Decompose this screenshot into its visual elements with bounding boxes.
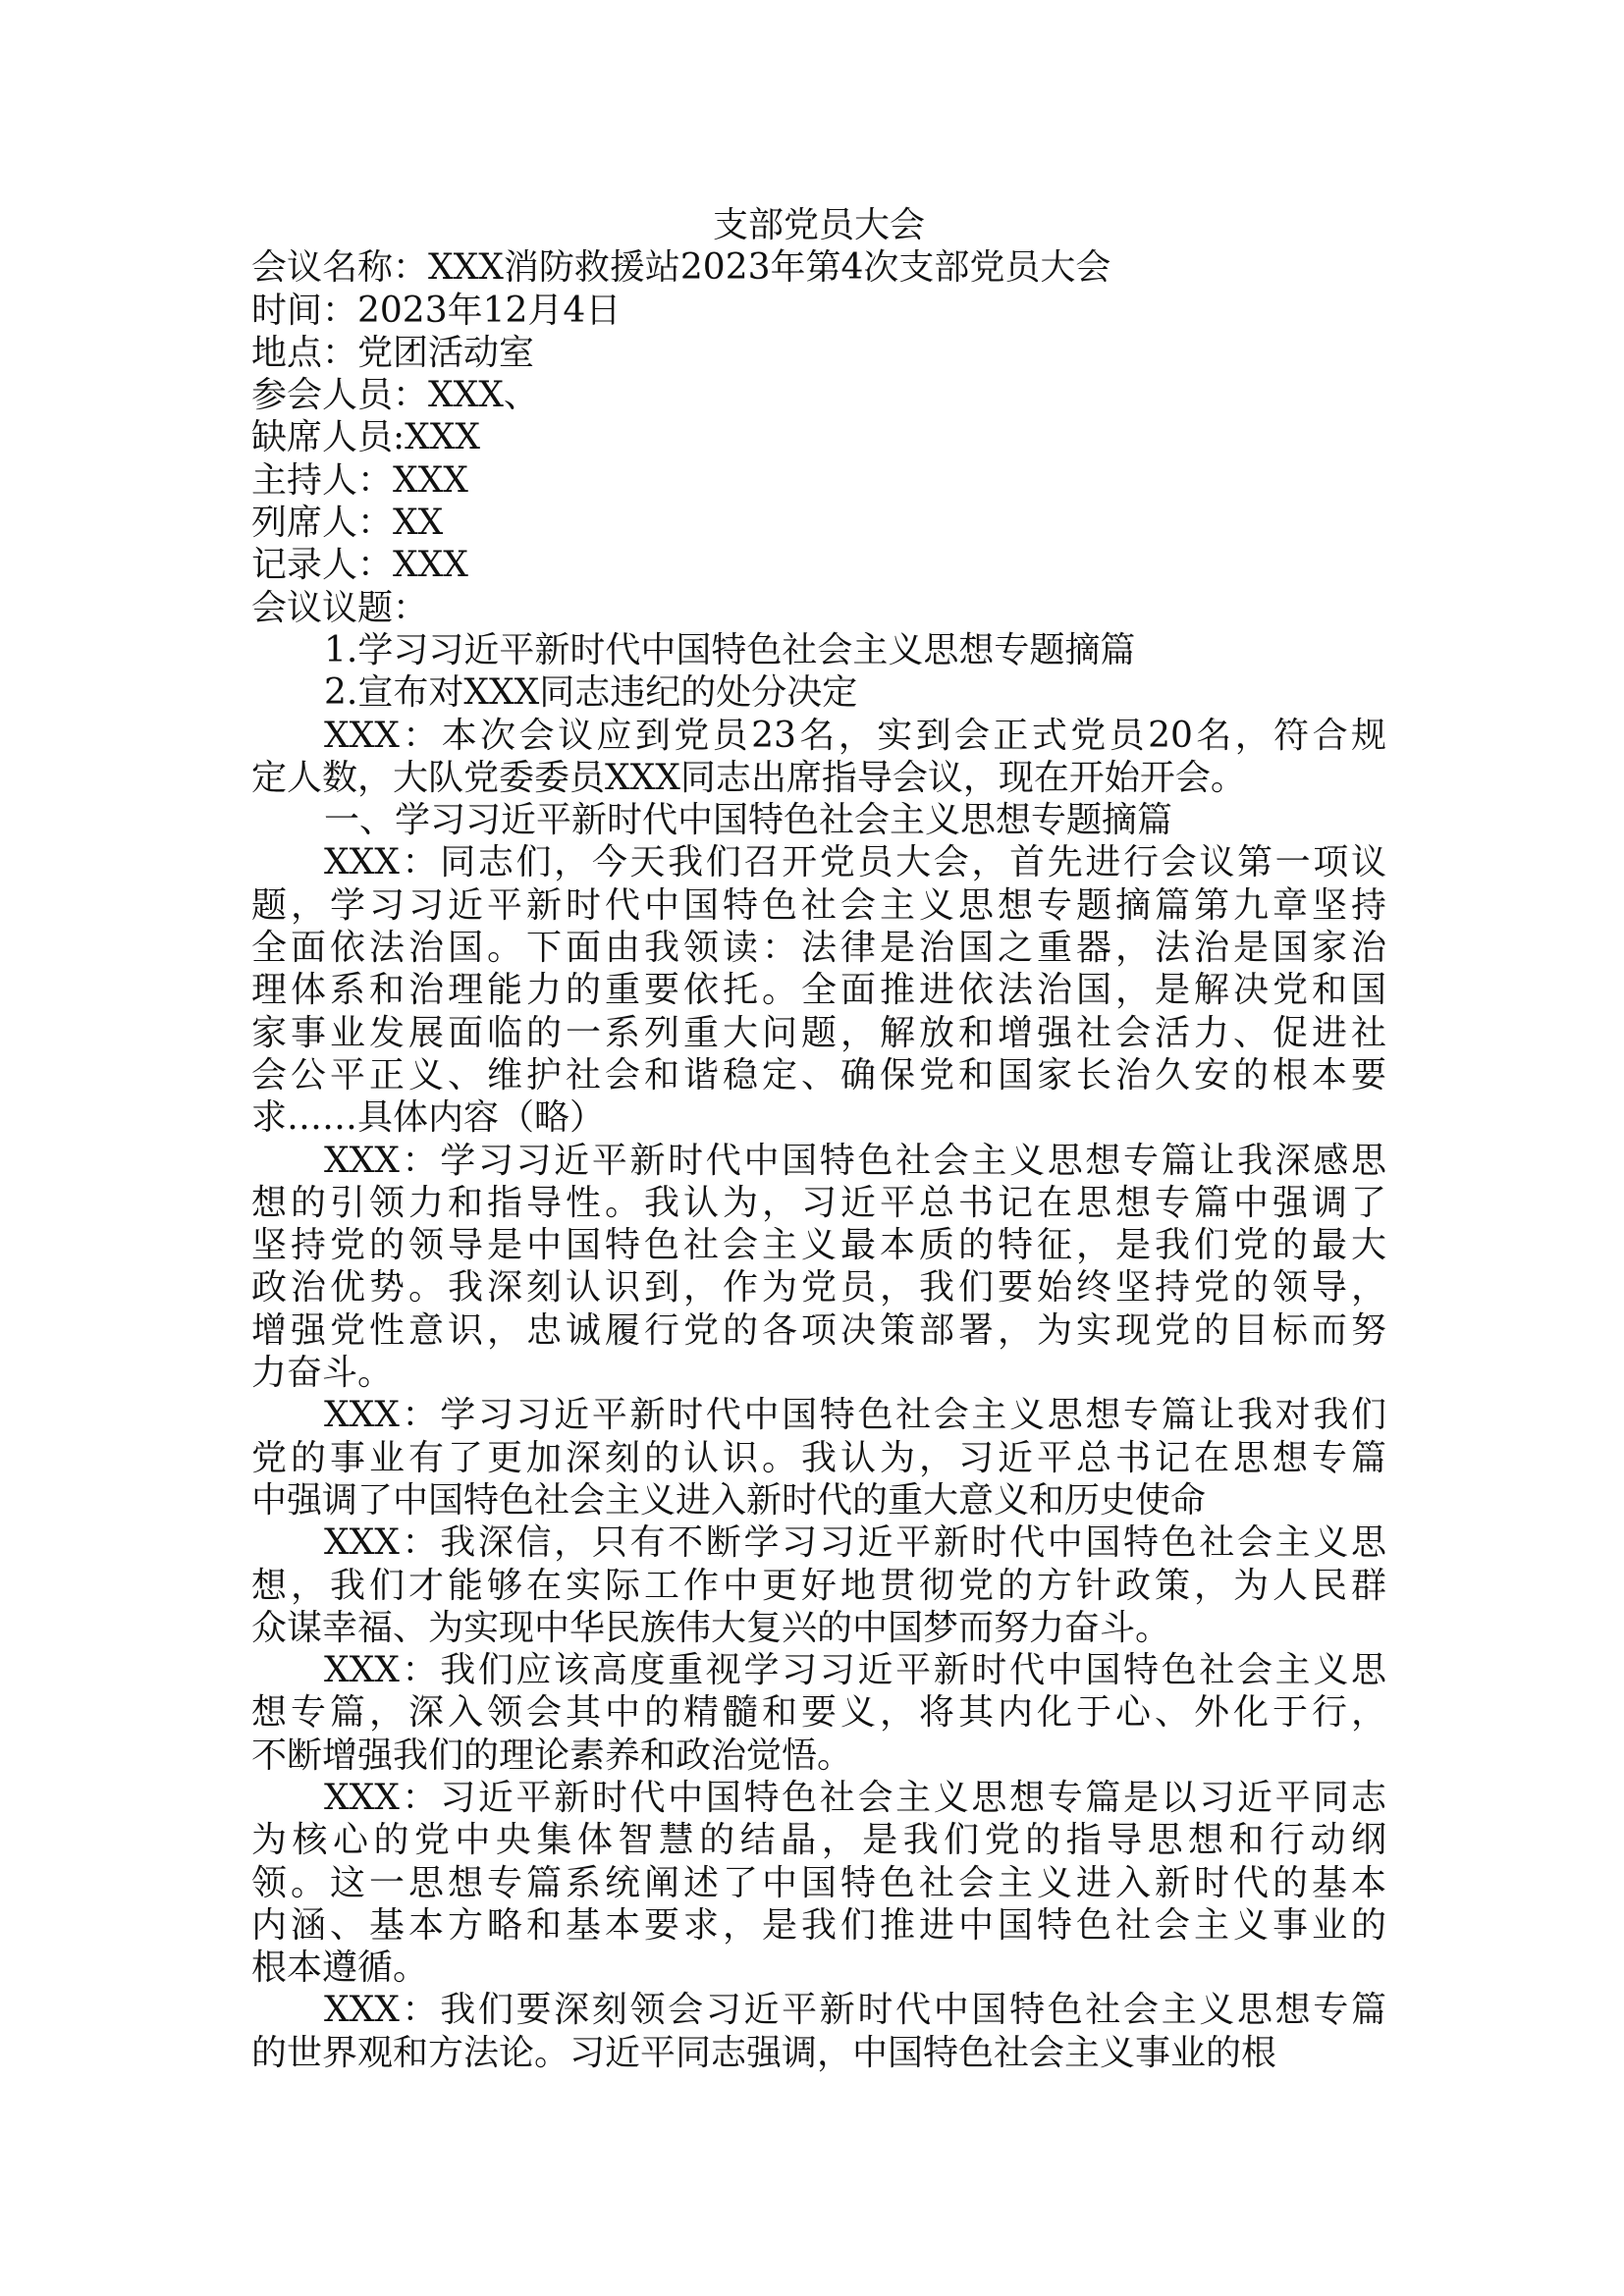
paragraph-line: 定人数，大队党委委员XXX同志出席指导会议，现在开始开会。 <box>251 757 1246 798</box>
paragraph-line: 的世界观和方法论。习近平同志强调，中国特色社会主义事业的根 <box>251 2032 1277 2073</box>
paragraph <box>251 1394 1386 1522</box>
paragraph-line: 家事业发展面临的一系列重大问题，解放和增强社会活力、促进社 <box>251 1012 1386 1053</box>
paragraph-line: 1.学习习近平新时代中国特色社会主义思想专题摘篇 <box>324 629 1136 670</box>
paragraph-line: 2.宣布对XXX同志违纪的处分决定 <box>324 672 858 714</box>
paragraph-line: XXX：我们要深刻领会习近平新时代中国特色社会主义思想专篇 <box>324 1990 1386 2031</box>
paragraph <box>251 841 1386 1139</box>
paragraph-line: 求……具体内容（略） <box>251 1097 606 1139</box>
paragraph <box>251 629 1386 671</box>
paragraph <box>251 715 1386 800</box>
paragraph-line: 题，学习习近平新时代中国特色社会主义思想专题摘篇第九章坚持 <box>251 884 1386 926</box>
paragraph <box>251 1649 1386 1777</box>
paragraph <box>251 799 1386 841</box>
paragraph-line: 领。这一思想专篇系统阐述了中国特色社会主义进入新时代的基本 <box>251 1862 1386 1903</box>
paragraph-line: 为核心的党中央集体智慧的结晶，是我们党的指导思想和行动纲 <box>251 1820 1386 1861</box>
paragraph-line: XXX：我们应该高度重视学习习近平新时代中国特色社会主义思 <box>324 1650 1386 1691</box>
paragraph-line: 全面依法治国。下面由我领读：法律是治国之重器，法治是国家治 <box>251 928 1386 969</box>
paragraph-line: 坚持党的领导是中国特色社会主义最本质的特征，是我们党的最大 <box>251 1225 1386 1266</box>
paragraph-line: 中强调了中国特色社会主义进入新时代的重大意义和历史使命 <box>251 1479 1207 1521</box>
document-title: 支部党员大会 <box>712 205 925 245</box>
meeting-info-line: 参会人员：XXX、 <box>251 375 539 416</box>
meeting-info-line: 记录人：XXX <box>251 545 468 586</box>
document-page <box>251 204 1386 2074</box>
meeting-info-line: 会议名称：XXX消防救援站2023年第4次支部党员大会 <box>251 247 1111 289</box>
meeting-info-line: 时间：2023年12月4日 <box>251 290 622 331</box>
paragraph-line: 内涵、基本方略和基本要求，是我们推进中国特色社会主义事业的 <box>251 1904 1386 1946</box>
paragraph-line: 根本遵循。 <box>251 1948 429 1989</box>
paragraph-line: XXX：学习习近平新时代中国特色社会主义思想专篇让我深感思 <box>324 1140 1386 1181</box>
paragraph <box>251 1989 1386 2074</box>
meeting-info-line: 地点：党团活动室 <box>251 332 535 373</box>
paragraph-line: 会公平正义、维护社会和谐稳定、确保党和国家长治久安的根本要 <box>251 1054 1386 1095</box>
paragraph-line: 力奋斗。 <box>251 1353 394 1394</box>
paragraph-line: 增强党性意识，忠诚履行党的各项决策部署，为实现党的目标而努 <box>251 1309 1386 1351</box>
paragraph-line: XXX：学习习近平新时代中国特色社会主义思想专篇让我对我们 <box>324 1395 1386 1436</box>
meeting-info-line: 缺席人员:XXX <box>251 417 481 458</box>
paragraph-line: XXX：同志们，今天我们召开党员大会，首先进行会议第一项议 <box>324 842 1386 883</box>
paragraph-line: 想，我们才能够在实际工作中更好地贯彻党的方针政策，为人民群 <box>251 1565 1386 1606</box>
paragraph-line: 不断增强我们的理论素养和政治觉悟。 <box>251 1735 853 1776</box>
paragraph-line: 一、学习习近平新时代中国特色社会主义思想专题摘篇 <box>324 800 1173 841</box>
meeting-info-line: 会议议题： <box>251 587 429 628</box>
meeting-info-line: 主持人：XXX <box>251 459 468 501</box>
meeting-info-line: 列席人：XX <box>251 503 444 544</box>
paragraph-line: 政治优势。我深刻认识到，作为党员，我们要始终坚持党的领导， <box>251 1267 1386 1308</box>
paragraph-line: 想的引领力和指导性。我认为，习近平总书记在思想专篇中强调了 <box>251 1182 1386 1223</box>
paragraph-line: 想专篇，深入领会其中的精髓和要义，将其内化于心、外化于行， <box>251 1692 1386 1734</box>
paragraph-line: 众谋幸福、为实现中华民族伟大复兴的中国梦而努力奋斗。 <box>251 1607 1171 1648</box>
paragraph-line: 理体系和治理能力的重要依托。全面推进依法治国，是解决党和国 <box>251 970 1386 1011</box>
meeting-info <box>251 246 1386 629</box>
paragraph <box>251 1522 1386 1649</box>
meeting-minutes-body <box>251 629 1386 2074</box>
paragraph <box>251 1140 1386 1395</box>
paragraph-line: 党的事业有了更加深刻的认识。我认为，习近平总书记在思想专篇 <box>251 1437 1386 1478</box>
paragraph-line: XXX：本次会议应到党员23名，实到会正式党员20名，符合规 <box>324 715 1386 756</box>
paragraph <box>251 671 1386 714</box>
paragraph-line: XXX：习近平新时代中国特色社会主义思想专篇是以习近平同志 <box>324 1777 1386 1818</box>
paragraph-line: XXX：我深信，只有不断学习习近平新时代中国特色社会主义思 <box>324 1522 1386 1564</box>
paragraph <box>251 1777 1386 1989</box>
